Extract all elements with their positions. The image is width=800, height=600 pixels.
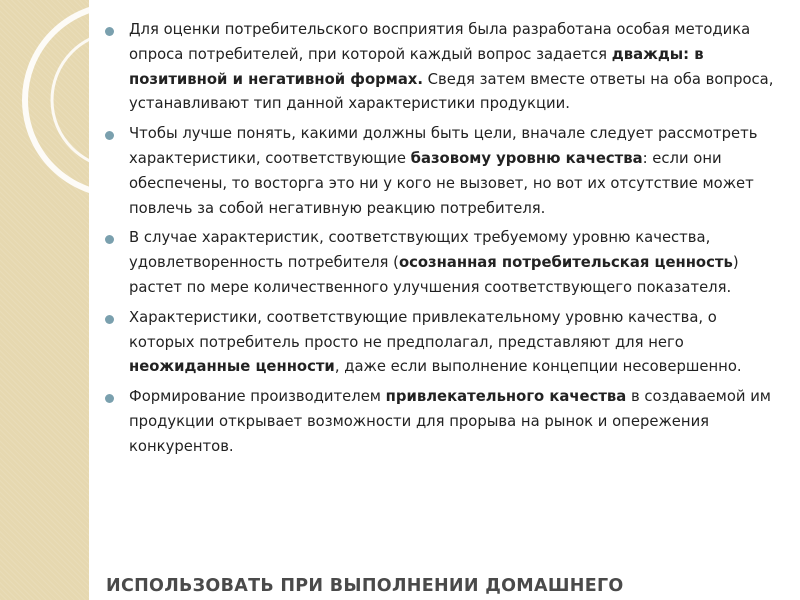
- bold-phrase: неожиданные ценности: [129, 358, 335, 376]
- bullet-text: В случае характеристик, соответствующих требуемому уровню качества, удовлетворенность потребителя (осознанная потребительская ценность) растет по мере количественного улучшения соответствующего показателя.: [129, 229, 739, 296]
- decorative-side-panel: [0, 0, 89, 600]
- decorative-ring-small: [52, 32, 89, 168]
- bullet-text: Характеристики, соответствующие привлекательному уровню качества, о которых потребитель просто не предполагал, представляют для него неожиданные ценности, даже если выполнение концепции несовершенно.: [129, 308, 742, 376]
- decorative-ring-large: [25, 5, 89, 195]
- bullet-text: Для оценки потребительского восприятия была разработана особая методика опроса потребителей, при которой каждый вопрос задается дважды: в позитивной и негативной формах. Сведя затем вместе ответы на оба вопроса, устанавливают тип данной характеристики продукции.: [129, 21, 774, 113]
- bullet-dot-icon: [105, 131, 114, 140]
- bullet-item: [104, 226, 779, 300]
- bold-phrase: дважды: в позитивной и негативной формах.: [129, 45, 704, 88]
- bold-phrase: осознанная потребительская ценность: [398, 254, 733, 272]
- bullet-text: Чтобы лучше понять, какими должны быть цели, вначале следует рассмотреть характеристики, соответствующие базовому уровню качества: если они обеспечены, то восторга это ни у кого не вызовет, но вот их отсутствие может повлечь за собой негативную реакцию потребителя.: [129, 125, 758, 217]
- decorative-circles: [0, 0, 89, 600]
- slide-content: [104, 18, 779, 465]
- bold-phrase: базовому уровню качества: [410, 149, 643, 167]
- bold-phrase: привлекательного качества: [385, 388, 627, 406]
- bullet-dot-icon: [105, 27, 114, 36]
- bullet-item: [104, 385, 779, 459]
- bullet-dot-icon: [105, 394, 114, 403]
- bullet-dot-icon: [105, 315, 114, 324]
- bullet-item: [104, 122, 779, 221]
- bullet-item: [104, 18, 779, 117]
- bullet-text: Формирование производителем привлекательного качества в создаваемой им продукции открывает возможности для прорыва на рынок и опережения конкурентов.: [129, 388, 771, 455]
- footer-heading: ИСПОЛЬЗОВАТЬ ПРИ ВЫПОЛНЕНИИ ДОМАШНЕГО: [106, 576, 624, 596]
- bullet-item: [104, 306, 779, 380]
- bullet-dot-icon: [105, 235, 114, 244]
